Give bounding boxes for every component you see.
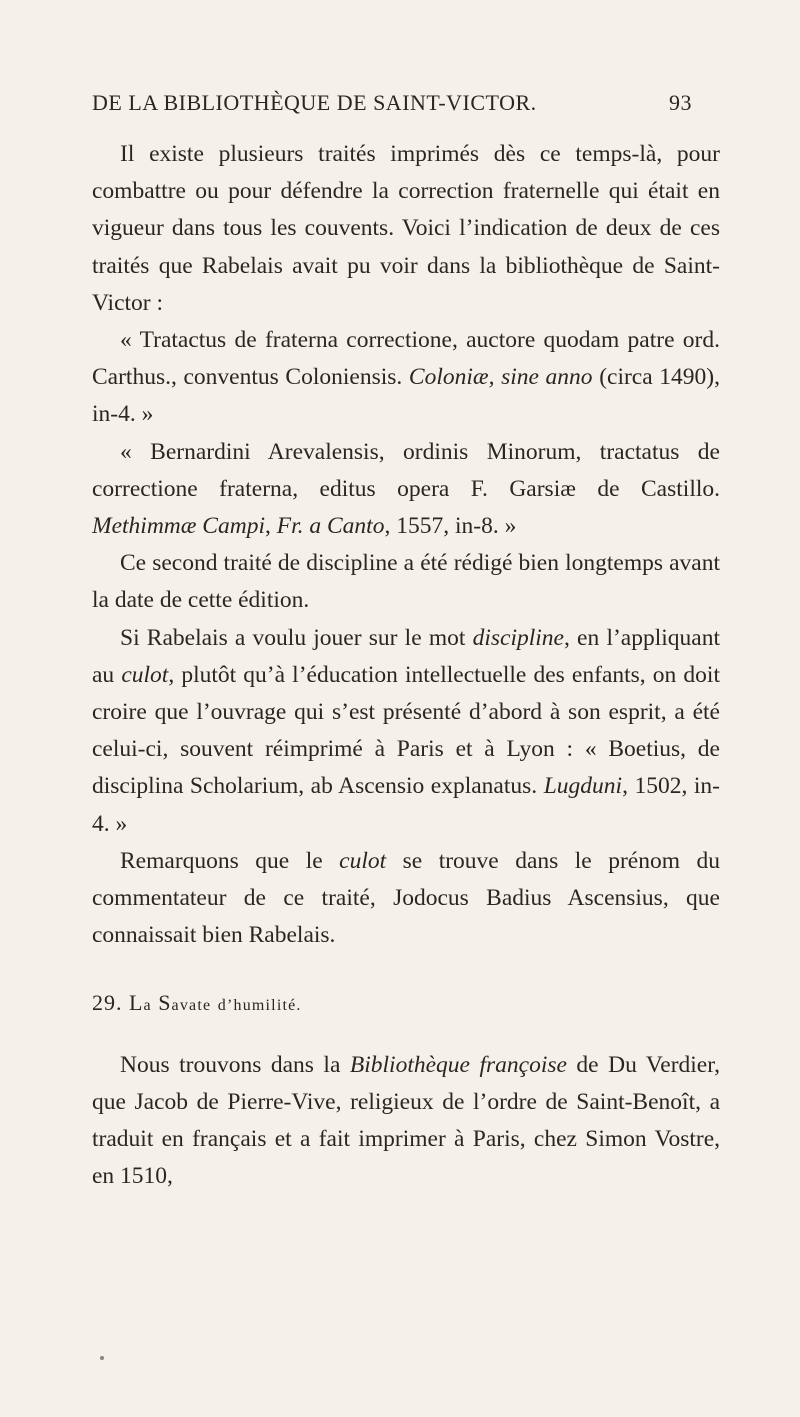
body-text bbox=[92, 136, 720, 1195]
paragraph-2 bbox=[92, 322, 720, 434]
citation-text: « Bernardini Arevalensis, ordinis Minorum, tractatus de correctione fraterna, editus opera F. Garsiæ de Castillo. bbox=[92, 438, 720, 502]
body-span: Remarquons que le bbox=[120, 847, 340, 874]
heading-cap: S bbox=[158, 990, 172, 1016]
body-span: Nous trouvons dans la bbox=[120, 1051, 350, 1078]
italic-text: Methimmæ Campi bbox=[92, 513, 265, 540]
citation-text: , 1557, in-8. » bbox=[384, 513, 517, 540]
italic-text: Fr. a Canto bbox=[276, 513, 385, 540]
italic-text: culot bbox=[339, 847, 387, 874]
italic-text: culot bbox=[121, 661, 169, 688]
section-number: 29. bbox=[92, 990, 123, 1016]
italic-text: Bibliothèque françoise bbox=[349, 1051, 567, 1078]
paragraph-4: Ce second traité de discipline a été rédigé bien longtemps avant la date de cette édition. bbox=[92, 550, 720, 614]
heading-small-caps: avate bbox=[171, 997, 212, 1015]
body-span: Si Rabelais a voulu jouer sur le mot bbox=[120, 624, 473, 651]
italic-text: discipline bbox=[472, 624, 564, 651]
ink-speck bbox=[100, 1356, 104, 1360]
heading-small-caps: d’humilité. bbox=[217, 997, 302, 1015]
italic-text: Lugduni bbox=[543, 773, 623, 800]
paragraph-3 bbox=[92, 434, 720, 546]
heading-cap: L bbox=[129, 990, 144, 1016]
section-heading bbox=[92, 984, 720, 1024]
running-header bbox=[92, 90, 692, 116]
body-span: se trouve dans le prénom du commentateur de ce traité, Jodocus Badius Ascensius, que connaissait bien Rabelais. bbox=[92, 847, 720, 949]
body-span: , 1502, in-4. » bbox=[92, 773, 720, 837]
body-span: de Du Verdier, que Jacob de Pierre-Vive, religieux de l’ordre de Saint-Benoît, a traduit en français et a fait imprimer à Paris, chez Simon Vostre, en 1510, bbox=[92, 1051, 720, 1190]
paragraph-1: Il existe plusieurs traités imprimés dès ce temps-là, pour combattre ou pour défendre la correction fraternelle qui était en vigueur dans tous les couvents. Voici l’indication de deux de ces traités que Rabelais avait pu voir dans la bibliothèque de Saint-Victor : bbox=[92, 141, 720, 316]
citation-text: « Tratactus de fraterna correctione, auctore quodam patre ord. Carthus., conventus Coloniensis. bbox=[92, 327, 720, 391]
citation-text: (circa 1490), in-4. » bbox=[92, 364, 720, 428]
heading-small-caps: a bbox=[143, 997, 152, 1015]
paragraph-5 bbox=[92, 620, 720, 843]
body-span: , plutôt qu’à l’éducation intellectuelle des enfants, on doit croire que l’ouvrage qui s’est présenté d’abord à son esprit, a été celui-ci, souvent réimprimé à Paris et à Lyon : « Boetius, de disciplina Scholarium, ab Ascensio explanatus. bbox=[92, 661, 720, 800]
running-title: DE LA BIBLIOTHÈQUE DE SAINT-VICTOR. bbox=[92, 90, 537, 115]
citation-text: , bbox=[264, 513, 277, 540]
paragraph-7 bbox=[92, 1047, 720, 1196]
page-number: 93 bbox=[669, 90, 692, 115]
italic-text: Coloniæ, sine anno bbox=[408, 364, 593, 391]
body-span: , en l’appliquant au bbox=[92, 624, 720, 688]
paragraph-6 bbox=[92, 843, 720, 955]
